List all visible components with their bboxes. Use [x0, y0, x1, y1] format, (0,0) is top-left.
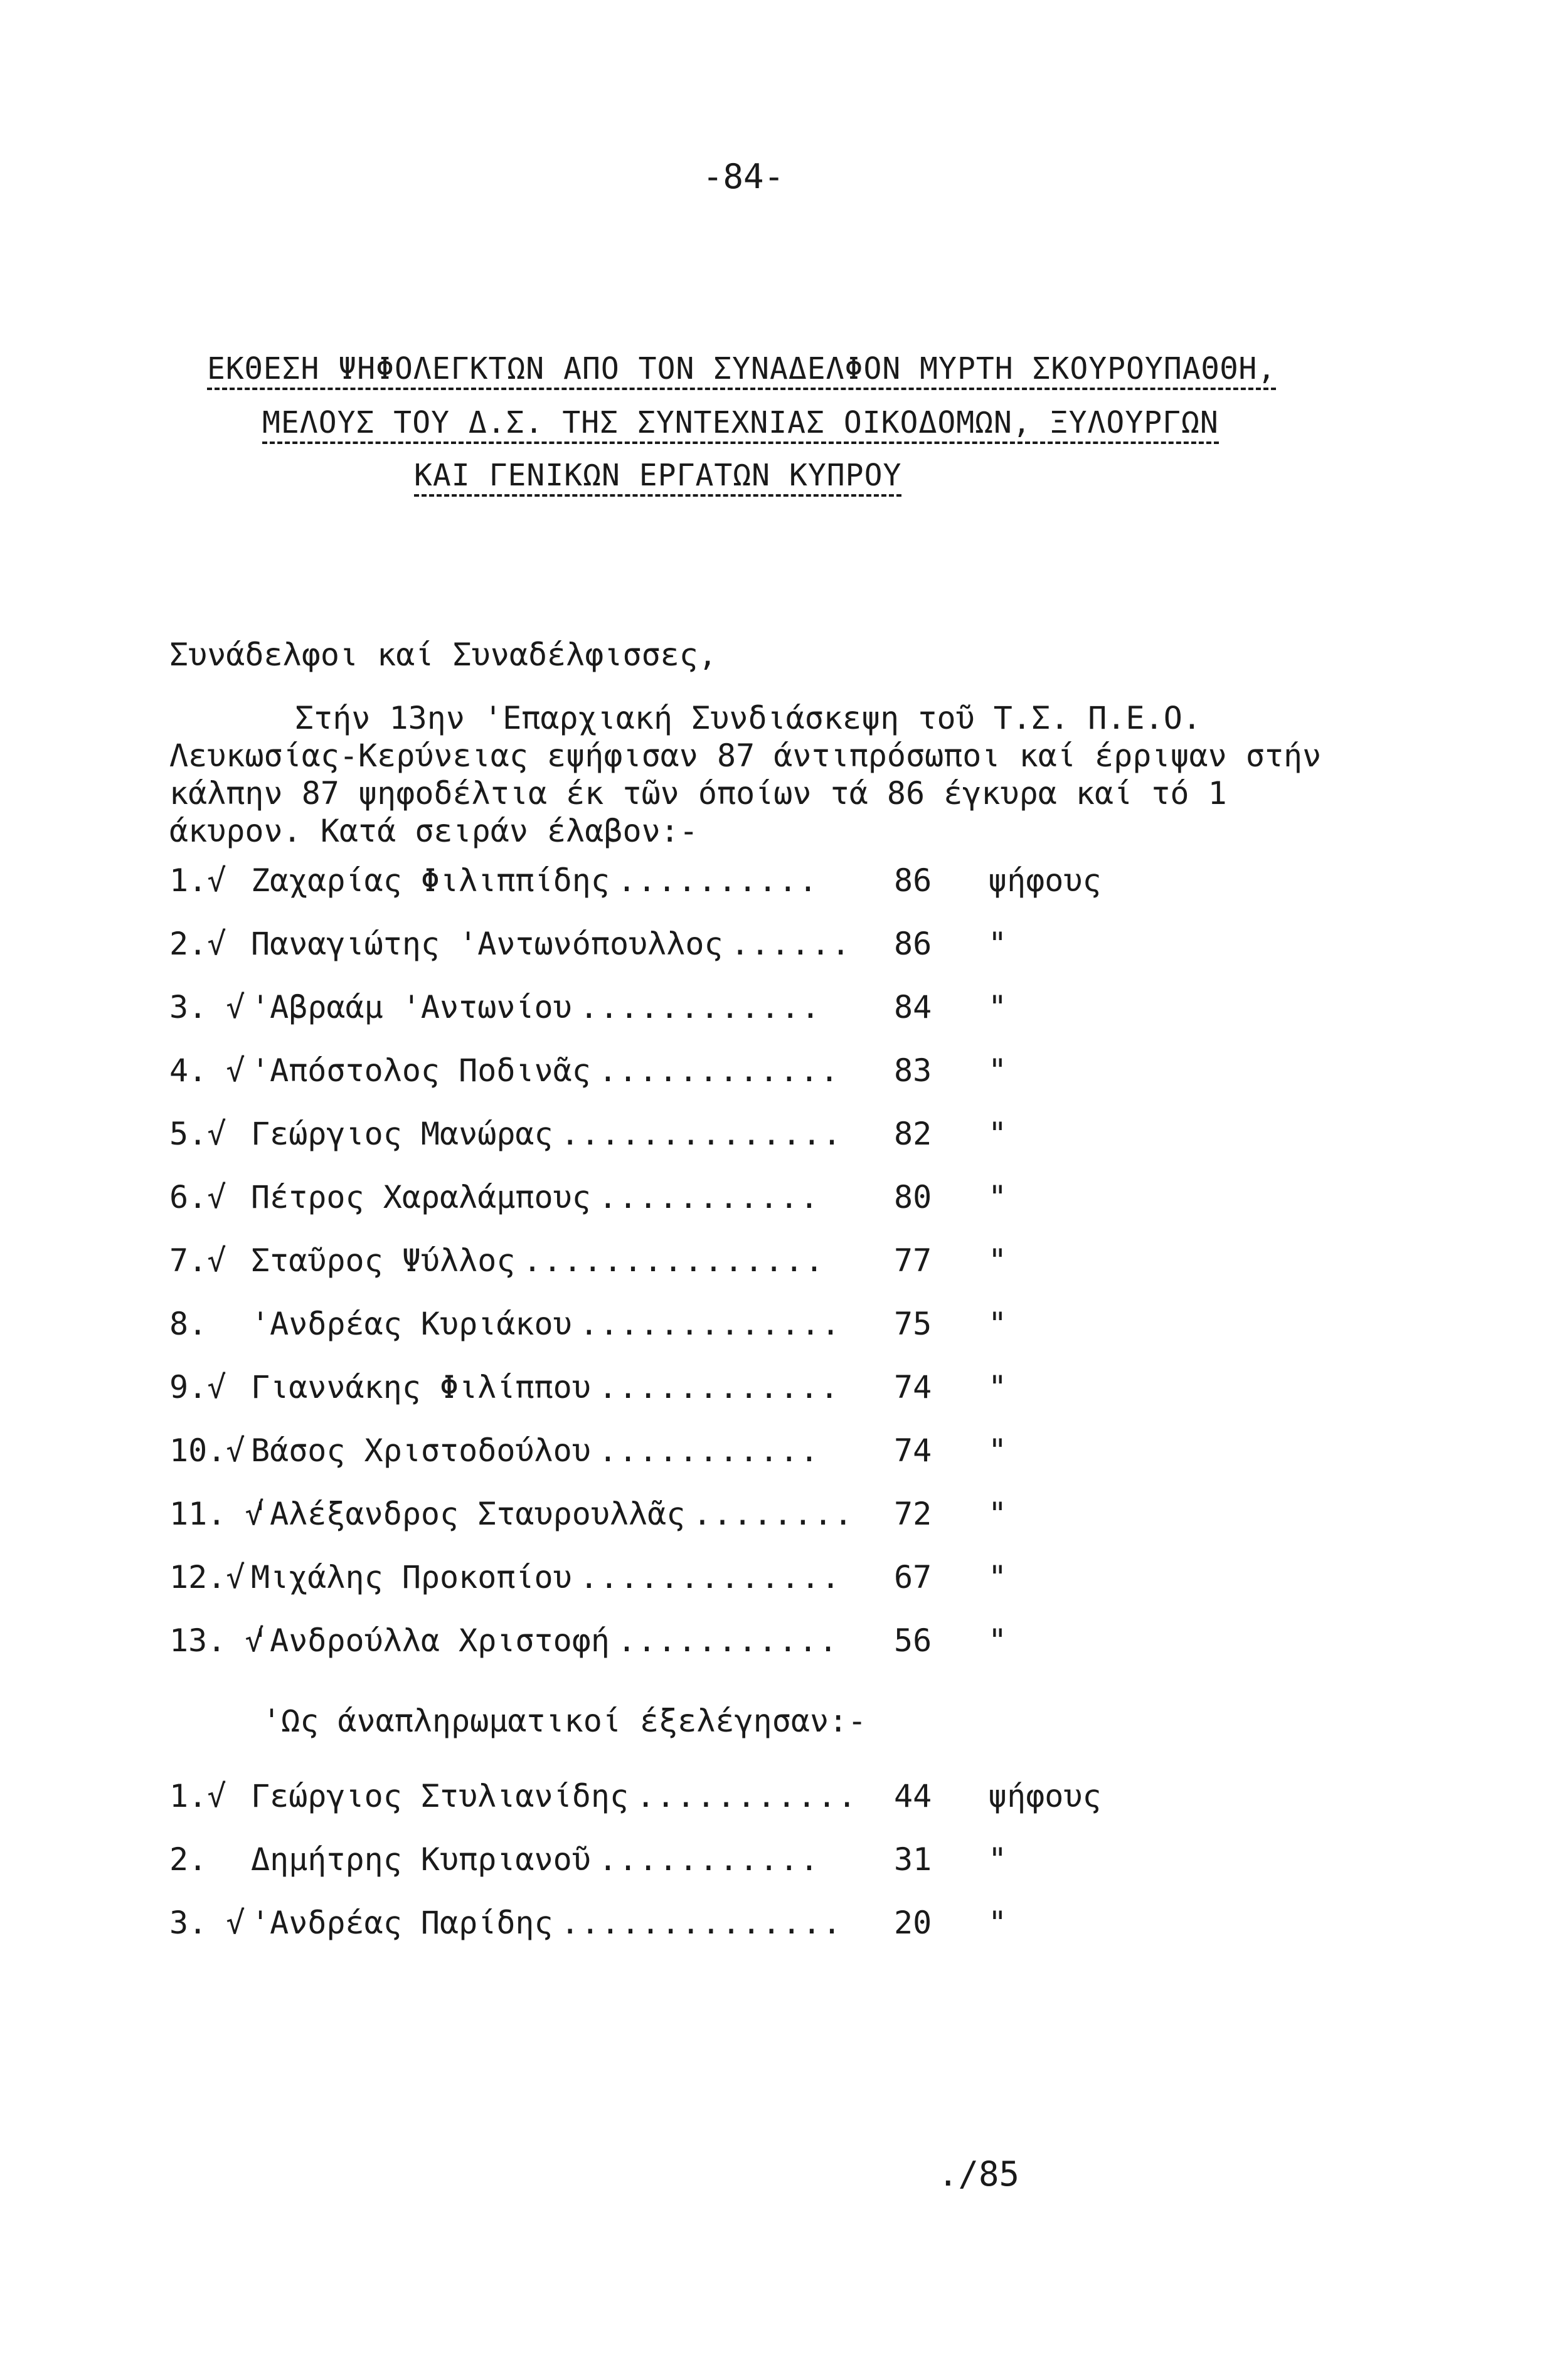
dot-leader: ........... [617, 1622, 839, 1659]
item-number: 8. [169, 1306, 208, 1342]
member-name: Πέτρος Χαραλάμπους [251, 1179, 591, 1215]
member-name: 'Απόστολος Ποδινᾶς [251, 1052, 591, 1089]
list-item [169, 1559, 1007, 1597]
vote-unit: " [988, 1116, 1007, 1152]
dot-leader: ........... [598, 1432, 820, 1469]
dot-leader: .......... [617, 862, 819, 899]
item-number: 6.√ [169, 1179, 226, 1215]
dot-leader: ........... [598, 1179, 820, 1215]
list-item [169, 862, 1102, 900]
vote-count: 74 [894, 1369, 932, 1405]
list-item [169, 1432, 1007, 1470]
list-item [169, 1116, 1007, 1153]
dot-leader: ............. [579, 1306, 842, 1342]
member-name: Γεώργιος Στυλιανίδης [251, 1778, 629, 1814]
dot-leader: ............ [579, 989, 821, 1025]
vote-unit: " [988, 1306, 1007, 1342]
vote-unit: " [988, 1496, 1007, 1532]
item-number: 9.√ [169, 1369, 226, 1405]
member-name: Παναγιώτης 'Αντωνόπουλλος [251, 926, 723, 962]
list-item [169, 1778, 1102, 1816]
vote-count: 80 [894, 1179, 932, 1215]
dot-leader: ............ [598, 1052, 841, 1089]
paragraph-line-4: άκυρον. Κατά σειράν έλαβον:- [169, 813, 698, 849]
item-number: 10.√ [169, 1432, 245, 1469]
list-item [169, 1179, 1007, 1217]
item-number: 11. √ [169, 1496, 264, 1532]
vote-unit: " [988, 1179, 1007, 1215]
item-number: 5.√ [169, 1116, 226, 1152]
vote-unit: " [988, 1841, 1007, 1878]
list-item [169, 989, 1007, 1027]
vote-unit: " [988, 926, 1007, 962]
list-item [169, 1242, 1007, 1280]
vote-count: 20 [894, 1905, 932, 1941]
list-item [169, 1306, 1007, 1343]
vote-count: 77 [894, 1242, 932, 1279]
dot-leader: ............ [598, 1369, 841, 1405]
list-item [169, 1622, 1007, 1660]
list-item [169, 926, 1007, 963]
dot-leader: ........... [636, 1778, 858, 1814]
vote-count: 74 [894, 1432, 932, 1469]
intro-paragraph [169, 699, 1361, 850]
vote-unit: " [988, 1432, 1007, 1469]
member-name: Δημήτρης Κυπριανοῦ [251, 1841, 591, 1878]
vote-count: 75 [894, 1306, 932, 1342]
item-number: 2.√ [169, 926, 226, 962]
report-title-line-3: ΚΑΙ ΓΕΝΙΚΩΝ ΕΡΓΑΤΩΝ ΚΥΠΡΟΥ [414, 458, 901, 497]
item-number: 4. √ [169, 1052, 245, 1089]
vote-count: 44 [894, 1778, 932, 1814]
list-item [169, 1841, 1007, 1879]
vote-unit: " [988, 1559, 1007, 1595]
vote-count: 31 [894, 1841, 932, 1878]
vote-unit: " [988, 1905, 1007, 1941]
vote-unit: " [988, 1369, 1007, 1405]
vote-count: 72 [894, 1496, 932, 1532]
vote-unit: ψήφους [988, 1778, 1102, 1814]
list-item [169, 1905, 1007, 1942]
vote-unit: ψήφους [988, 862, 1102, 899]
item-number: 7.√ [169, 1242, 226, 1279]
continuation-marker: ./85 [938, 2154, 1020, 2194]
dot-leader: .............. [560, 1116, 843, 1152]
item-number: 2. [169, 1841, 208, 1878]
report-title-line-2: ΜΕΛΟΥΣ ΤΟΥ Δ.Σ. ΤΗΣ ΣΥΝΤΕΧΝΙΑΣ ΟΙΚΟΔΟΜΩΝ, ΞΥΛΟΥΡΓΩΝ [262, 405, 1219, 444]
list-item [169, 1052, 1007, 1090]
list-item [169, 1496, 1007, 1533]
member-name: 'Αλέξανδρος Σταυρουλλᾶς [251, 1496, 686, 1532]
paragraph-line-3: κάλπην 87 ψηφοδέλτια έκ τῶν όποίων τά 86 έγκυρα καί τό 1 [169, 775, 1227, 812]
vote-unit: " [988, 1242, 1007, 1279]
member-name: Σταῦρος Ψύλλος [251, 1242, 516, 1279]
vote-count: 86 [894, 926, 932, 962]
item-number: 1.√ [169, 1778, 226, 1814]
alternates-heading: 'Ως άναπληρωματικοί έξελέγησαν:- [262, 1703, 867, 1739]
item-number: 1.√ [169, 862, 226, 899]
page-number: -84- [703, 157, 785, 196]
vote-unit: " [988, 1622, 1007, 1659]
member-name: Ζαχαρίας Φιλιππίδης [251, 862, 610, 899]
member-name: Γιαννάκης Φιλίππου [251, 1369, 591, 1405]
dot-leader: ............. [579, 1559, 842, 1595]
vote-count: 84 [894, 989, 932, 1025]
report-title-line-1: ΕΚΘΕΣΗ ΨΗΦΟΛΕΓΚΤΩΝ ΑΠΟ ΤΟΝ ΣΥΝΑΔΕΛΦΟΝ ΜΥΡΤΗ ΣΚΟΥΡΟΥΠΑΘΘΗ, [207, 351, 1276, 390]
member-name: 'Ανδρούλλα Χριστοφή [251, 1622, 610, 1659]
item-number: 12.√ [169, 1559, 245, 1595]
item-number: 3. √ [169, 1905, 245, 1941]
vote-count: 56 [894, 1622, 932, 1659]
member-name: 'Ανδρέας Κυριάκου [251, 1306, 572, 1342]
member-name: Βάσος Χριστοδούλου [251, 1432, 591, 1469]
dot-leader: ...... [730, 926, 852, 962]
paragraph-line-1: Στήν 13ην 'Επαρχιακή Συνδιάσκεψη τοῦ Τ.Σ. Π.Ε.Ο. [295, 700, 1201, 736]
member-name: Γεώργιος Μανώρας [251, 1116, 553, 1152]
paragraph-line-2: Λευκωσίας-Κερύνειας εψήφισαν 87 άντιπρόσωποι καί έρριψαν στήν [169, 738, 1322, 774]
vote-count: 67 [894, 1559, 932, 1595]
vote-count: 82 [894, 1116, 932, 1152]
vote-count: 86 [894, 862, 932, 899]
member-name: 'Αβραάμ 'Αντωνίου [251, 989, 572, 1025]
vote-count: 83 [894, 1052, 932, 1089]
member-name: 'Ανδρέας Παρίδης [251, 1905, 553, 1941]
item-number: 3. √ [169, 989, 245, 1025]
item-number: 13. √ [169, 1622, 264, 1659]
dot-leader: ............... [523, 1242, 825, 1279]
list-item [169, 1369, 1007, 1407]
vote-unit: " [988, 1052, 1007, 1089]
dot-leader: ........... [598, 1841, 820, 1878]
vote-unit: " [988, 989, 1007, 1025]
dot-leader: .............. [560, 1905, 843, 1941]
dot-leader: ........ [693, 1496, 854, 1532]
member-name: Μιχάλης Προκοπίου [251, 1559, 572, 1595]
salutation: Συνάδελφοι καί Συναδέλφισσες, [169, 637, 717, 673]
